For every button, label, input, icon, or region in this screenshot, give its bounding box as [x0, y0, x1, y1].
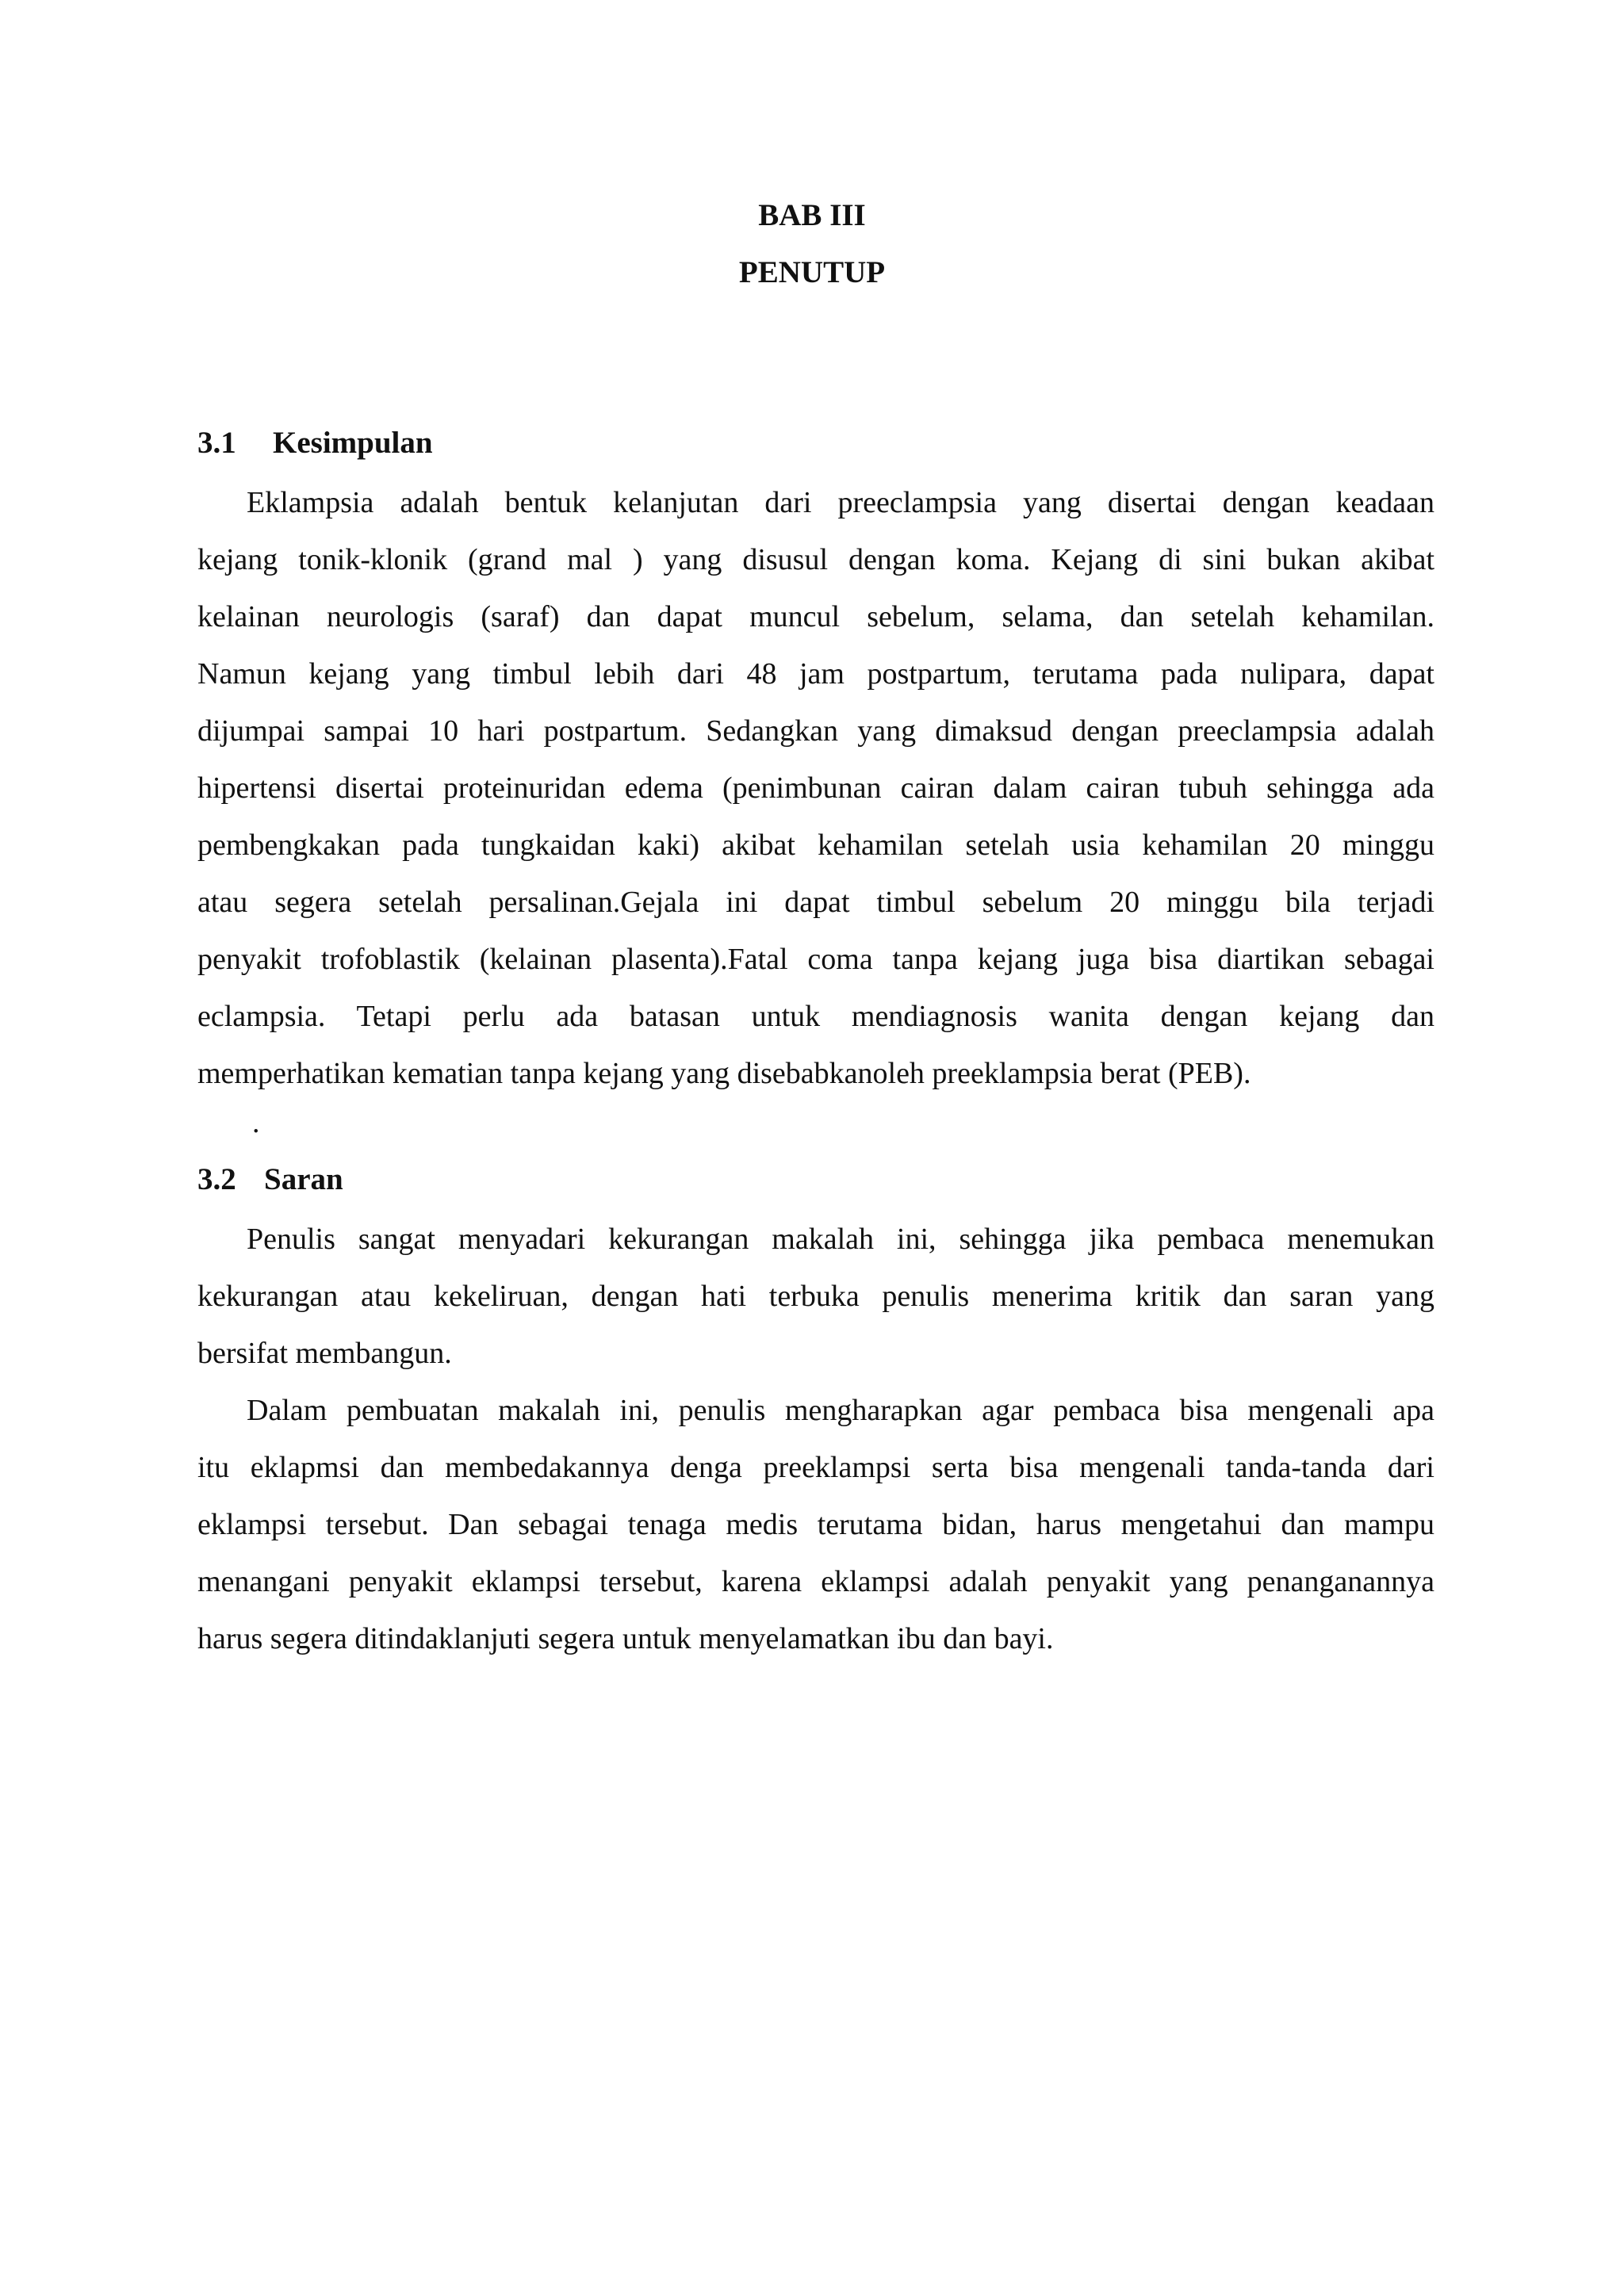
- text-line: hipertensi disertai proteinuridan edema (penimbunan cairan dalam cairan tubuh sehingga ada: [197, 771, 1434, 805]
- section-title: Saran: [264, 1162, 343, 1196]
- chapter-number: BAB III: [758, 198, 866, 232]
- section-number: 3.2: [197, 1162, 236, 1196]
- text-line: pembengkakan pada tungkaidan kaki) akibat kehamilan setelah usia kehamilan 20 minggu: [197, 828, 1434, 862]
- section-heading-kesimpulan: [197, 424, 433, 462]
- text-line: eklampsi tersebut. Dan sebagai tenaga medis terutama bidan, harus mengetahui dan mampu: [197, 1508, 1434, 1541]
- text-line: Penulis sangat menyadari kekurangan makalah ini, sehingga jika pembaca menemukan: [247, 1223, 1434, 1256]
- section-heading-saran: [197, 1161, 343, 1199]
- paragraph-saran-1: [197, 1211, 1434, 1382]
- text-line: itu eklapmsi dan membedakannya denga preeklampsi serta bisa mengenali tanda-tanda dari: [197, 1451, 1434, 1484]
- text-line: dijumpai sampai 10 hari postpartum. Sedangkan yang dimaksud dengan preeclampsia adalah: [197, 714, 1434, 748]
- text-line: kelainan neurologis (saraf) dan dapat muncul sebelum, selama, dan setelah kehamilan.: [197, 600, 1434, 633]
- text-line: Eklampsia adalah bentuk kelanjutan dari preeclampsia yang disertai dengan keadaan: [247, 486, 1434, 519]
- paragraph-saran-2: [197, 1382, 1434, 1667]
- text-line: kejang tonik-klonik (grand mal ) yang disusul dengan koma. Kejang di sini bukan akibat: [197, 543, 1434, 576]
- text-line: bersifat membangun.: [197, 1337, 452, 1370]
- text-line: kekurangan atau kekeliruan, dengan hati terbuka penulis menerima kritik dan saran yang: [197, 1280, 1434, 1313]
- chapter-title: PENUTUP: [738, 255, 886, 289]
- text-line: Dalam pembuatan makalah ini, penulis mengharapkan agar pembaca bisa mengenali apa: [247, 1394, 1434, 1427]
- text-line: harus segera ditindaklanjuti segera untuk menyelamatkan ibu dan bayi.: [197, 1622, 1054, 1655]
- section-title: Kesimpulan: [273, 426, 433, 460]
- paragraph-kesimpulan: [197, 474, 1434, 1102]
- trailing-mark: .: [252, 1106, 260, 1139]
- text-line: menangani penyakit eklampsi tersebut, karena eklampsi adalah penyakit yang penanganannya: [197, 1565, 1434, 1598]
- text-line: penyakit trofoblastik (kelainan plasenta).Fatal coma tanpa kejang juga bisa diartikan sebagai: [197, 943, 1434, 976]
- text-line: memperhatikan kematian tanpa kejang yang disebabkanoleh preeklampsia berat (PEB).: [197, 1057, 1251, 1090]
- text-line: atau segera setelah persalinan.Gejala ini dapat timbul sebelum 20 minggu bila terjadi: [197, 886, 1434, 919]
- text-line: Namun kejang yang timbul lebih dari 48 jam postpartum, terutama pada nulipara, dapat: [197, 657, 1434, 691]
- text-line: eclampsia. Tetapi perlu ada batasan untuk mendiagnosis wanita dengan kejang dan: [197, 1000, 1434, 1033]
- section-number: 3.1: [197, 426, 236, 460]
